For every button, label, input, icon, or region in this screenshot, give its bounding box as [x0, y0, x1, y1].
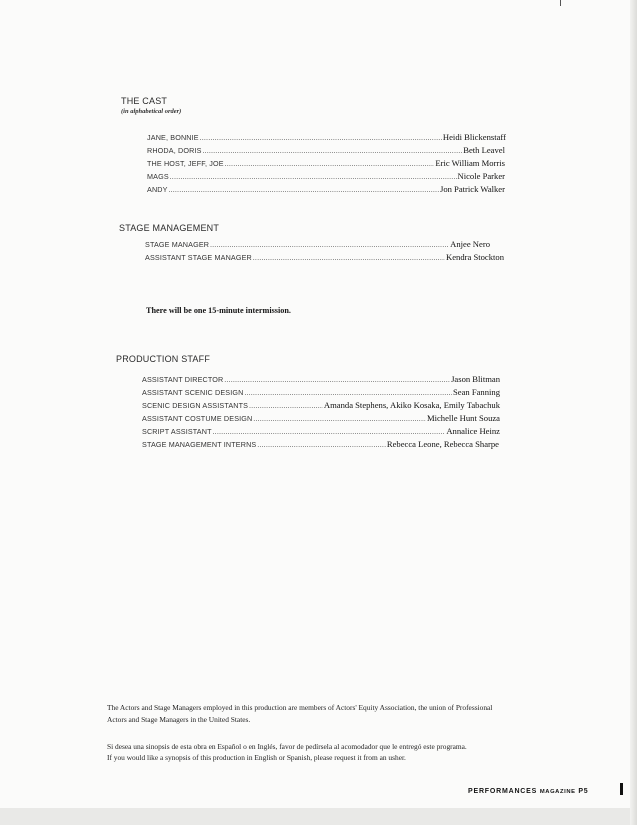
dot-leader	[253, 415, 426, 423]
production-staff-row	[142, 387, 500, 399]
production-staff-row	[142, 426, 500, 438]
production-staff-role: SCENIC DESIGN ASSISTANTS	[142, 401, 249, 410]
production-staff-row	[142, 439, 499, 451]
production-staff-name: Michelle Hunt Souza	[426, 413, 500, 423]
stage-management-row	[145, 252, 504, 264]
dot-leader	[170, 173, 457, 181]
margin-mark	[620, 783, 623, 795]
cast-name: Beth Leavel	[463, 145, 505, 155]
top-margin-mark	[560, 0, 561, 6]
production-staff-row	[142, 374, 500, 386]
dot-leader	[244, 389, 452, 397]
stage-management-name: Anjee Nero	[450, 239, 490, 249]
stage-management-heading: STAGE MANAGEMENT	[119, 223, 220, 233]
stage-management-name: Kendra Stockton	[446, 252, 504, 262]
production-staff-heading: PRODUCTION STAFF	[116, 354, 211, 364]
cast-row	[147, 158, 505, 170]
synopsis-note-spanish: Si desea una sinopsis de esta obra en Español o en Inglés, favor de pedírsela al acomodador que le entregó este programa.	[107, 742, 467, 751]
production-staff-role: ASSISTANT COSTUME DESIGN	[142, 414, 253, 423]
cast-role: MAGS	[147, 172, 169, 181]
cast-name: Eric William Morris	[435, 158, 505, 168]
dot-leader	[203, 147, 463, 155]
cast-heading: THE CAST	[121, 96, 168, 106]
folio-page-number: P5	[578, 788, 589, 795]
page-spine-shadow	[630, 0, 637, 825]
equity-notice-line-2: Actors and Stage Managers in the United States.	[107, 715, 251, 724]
production-staff-role: STAGE MANAGEMENT INTERNS	[142, 440, 257, 449]
cast-role: ANDY	[147, 185, 168, 194]
dot-leader	[225, 160, 435, 168]
production-staff-name: Amanda Stephens, Akiko Kosaka, Emily Tabachuk	[323, 400, 500, 410]
production-staff-row	[142, 413, 500, 425]
production-staff-name: Rebecca Leone, Rebecca Sharpe	[386, 439, 499, 449]
dot-leader	[249, 402, 323, 410]
dot-leader	[169, 186, 439, 194]
cast-row	[147, 171, 505, 183]
dot-leader	[213, 428, 446, 436]
stage-management-row	[145, 239, 490, 251]
folio	[468, 788, 589, 795]
cast-role: JANE, BONNIE	[147, 133, 199, 142]
cast-row	[147, 184, 505, 196]
folio-brand: PERFORMANCES	[468, 788, 538, 795]
production-staff-name: Annalice Heinz	[446, 426, 500, 436]
cast-subheading: (in alphabetical order)	[121, 108, 182, 115]
equity-notice-line-1: The Actors and Stage Managers employed in this production are members of Actors' Equity Association, the union of Professional	[107, 703, 493, 712]
production-staff-role: ASSISTANT DIRECTOR	[142, 375, 224, 384]
dot-leader	[257, 441, 386, 449]
dot-leader	[200, 134, 442, 142]
cast-row	[147, 145, 505, 157]
dot-leader	[224, 376, 450, 384]
intermission-note: There will be one 15-minute intermission.	[146, 306, 291, 315]
dot-leader	[253, 254, 445, 262]
stage-management-role: STAGE MANAGER	[145, 240, 210, 249]
cast-row	[147, 132, 506, 144]
production-staff-name: Sean Fanning	[452, 387, 500, 397]
synopsis-note-english: If you would like a synopsis of this production in English or Spanish, please request it from an usher.	[107, 753, 406, 762]
cast-name: Heidi Blickenstaff	[442, 132, 506, 142]
production-staff-role: ASSISTANT SCENIC DESIGN	[142, 388, 244, 397]
cast-name: Jon Patrick Walker	[439, 184, 505, 194]
cast-role: RHODA, DORIS	[147, 146, 202, 155]
dot-leader	[210, 241, 449, 249]
folio-magazine: MAGAZINE	[539, 789, 576, 795]
production-staff-row	[142, 400, 500, 412]
cast-name: Nicole Parker	[457, 171, 505, 181]
production-staff-name: Jason Blitman	[451, 374, 500, 384]
stage-management-role: ASSISTANT STAGE MANAGER	[145, 253, 252, 262]
production-staff-role: SCRIPT ASSISTANT	[142, 427, 212, 436]
cast-role: THE HOST, JEFF, JOE	[147, 159, 224, 168]
